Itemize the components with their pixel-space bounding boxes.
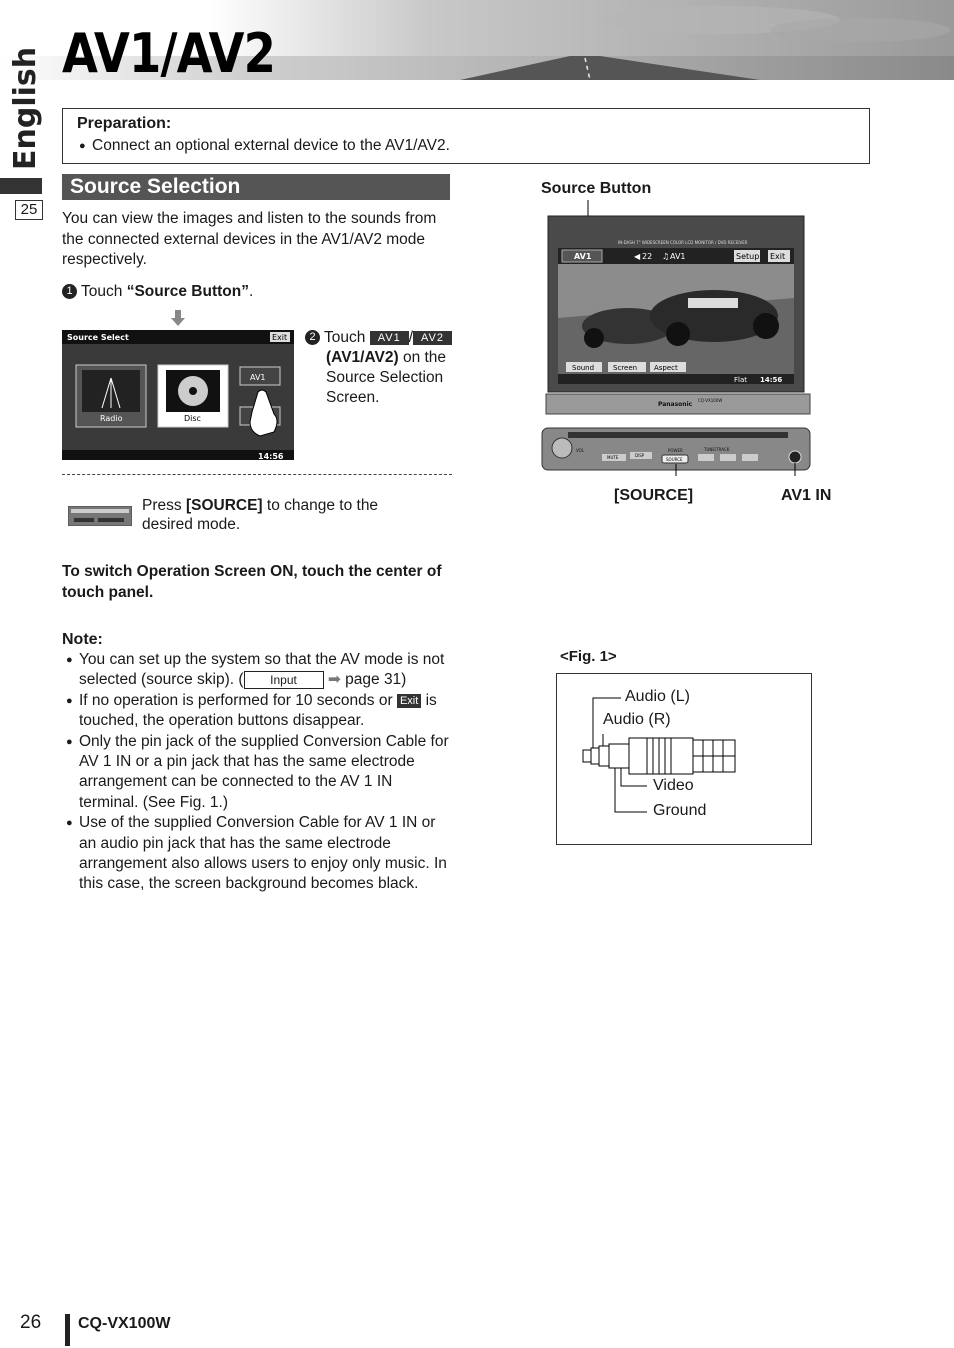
device-setup: Setup	[736, 252, 760, 261]
source-key-label: [SOURCE]	[614, 487, 694, 504]
note-bullet-4: ● Use of the supplied Conversion Cable for AV 1 IN or an audio pin jack that has the same electrode arrangement also allows users to enjoy only music. In this case, the screen background becomes black.	[62, 813, 454, 895]
device-source: AV1	[670, 252, 686, 261]
step-1-bold: “Source Button”	[126, 283, 249, 300]
side-page-number: 25	[15, 200, 43, 220]
head-unit-small-icon	[68, 506, 132, 526]
device-exit: Exit	[770, 252, 786, 261]
figure-box	[556, 673, 812, 845]
av1-in-label: AV1 IN	[781, 487, 832, 504]
step-1-suffix: .	[248, 283, 254, 300]
label-ground: Ground	[653, 802, 707, 819]
note-2-b: is touched, the operation buttons disappear.	[79, 691, 437, 730]
av2-button[interactable]: AV2	[413, 331, 452, 345]
screen-title: Source Select	[67, 333, 129, 342]
note-list	[62, 650, 454, 895]
step-2-bold: (AV1/AV2)	[326, 349, 399, 366]
press-prefix: Press	[142, 497, 186, 514]
label-video: Video	[653, 777, 694, 794]
device-brand: Panasonic	[658, 401, 693, 408]
note-bullet-2	[62, 691, 454, 732]
step-1-prefix: Touch	[81, 283, 127, 300]
device-aspect: Aspect	[654, 364, 678, 372]
av1-button[interactable]: AV1	[370, 331, 409, 345]
page-number: 26	[20, 1312, 42, 1333]
svg-text:♫: ♫	[662, 252, 670, 261]
step-2-number: 2	[305, 330, 320, 345]
step-2-sep: /	[408, 329, 414, 346]
screen-exit: Exit	[272, 333, 288, 342]
head-unit-illustration	[538, 198, 814, 476]
note-bullet-1	[62, 650, 454, 691]
footer-marker	[65, 1314, 70, 1346]
press-suffix: to change to the desired mode.	[142, 497, 379, 533]
device-source-key: SOURCE	[666, 457, 683, 462]
screen-clock: 14:56	[258, 452, 284, 460]
device-sound: Sound	[572, 364, 595, 372]
arrow-right-icon: ➡	[327, 671, 341, 689]
section-heading-text: Source Selection	[70, 175, 241, 198]
step-2-suffix: on the Source Selection Screen.	[326, 349, 447, 406]
page-title: AV1/AV2	[62, 22, 276, 80]
device-power: POWER	[668, 448, 683, 453]
label-audio-l: Audio (L)	[625, 688, 690, 705]
screen-av1: AV1	[250, 373, 266, 382]
input-button[interactable]: Input	[244, 671, 324, 689]
step-1-number: 1	[62, 284, 77, 299]
note-2-a: If no operation is performed for 10 seconds or	[79, 691, 397, 709]
model-number: CQ-VX100W	[78, 1315, 171, 1332]
device-disp: DISP	[635, 453, 645, 458]
preparation-box	[62, 108, 870, 164]
dashed-divider	[62, 474, 452, 475]
header-banner	[0, 0, 954, 80]
press-bold: [SOURCE]	[185, 497, 263, 514]
language-label: English	[8, 46, 43, 170]
device-screen: Screen	[613, 364, 638, 372]
device-subtitle: IN-DASH 7" WIDESCREEN COLOR LCD MONITOR / DVD RECEIVER	[618, 240, 748, 245]
section-heading	[62, 174, 450, 200]
device-vol: VOL	[576, 448, 585, 453]
source-select-screen	[62, 330, 294, 460]
svg-text:◀: ◀	[634, 252, 641, 261]
switch-screen-note: To switch Operation Screen ON, touch the center of touch panel.	[62, 563, 442, 601]
device-volume: 22	[642, 252, 653, 261]
preparation-text: ● Connect an optional external device to the AV1/AV2.	[75, 136, 881, 156]
note-1-a: You can set up the system so that the AV mode is not selected (source skip). (	[79, 651, 445, 689]
preparation-title: Preparation:	[77, 115, 172, 132]
device-tune: TUNE/TRACK	[704, 447, 730, 452]
screen-radio: Radio	[100, 414, 123, 423]
label-audio-r: Audio (R)	[603, 711, 671, 728]
side-marker	[0, 178, 42, 194]
device-model-small: CQ-VX100W	[698, 398, 723, 403]
step-2	[305, 328, 460, 408]
source-button-label: Source Button	[541, 180, 652, 197]
device-mode: AV1	[574, 252, 592, 261]
device-flat: Flat	[734, 376, 748, 384]
step-1	[62, 282, 362, 303]
device-clock: 14:56	[760, 376, 783, 384]
step-2-prefix: Touch	[324, 329, 366, 346]
intro-paragraph: You can view the images and listen to the sounds from the connected external devices in the AV1/AV2 mode respectively.	[62, 210, 437, 268]
note-1-b: page 31)	[340, 671, 407, 689]
press-source-text	[142, 496, 402, 534]
language-tab	[8, 46, 48, 174]
device-mute: MUTE	[607, 455, 619, 460]
arrow-down-icon	[171, 310, 185, 326]
source-select-screen-image	[62, 330, 294, 460]
figure-caption: <Fig. 1>	[560, 648, 617, 665]
note-title: Note:	[62, 631, 103, 648]
screen-disc: Disc	[184, 414, 201, 423]
note-bullet-3: ● Only the pin jack of the supplied Conversion Cable for AV 1 IN or a pin jack that has the same electrode arrangement can be connected to the AV 1 IN terminal. (See Fig. 1.)	[62, 732, 454, 814]
exit-button[interactable]: Exit	[397, 694, 421, 708]
